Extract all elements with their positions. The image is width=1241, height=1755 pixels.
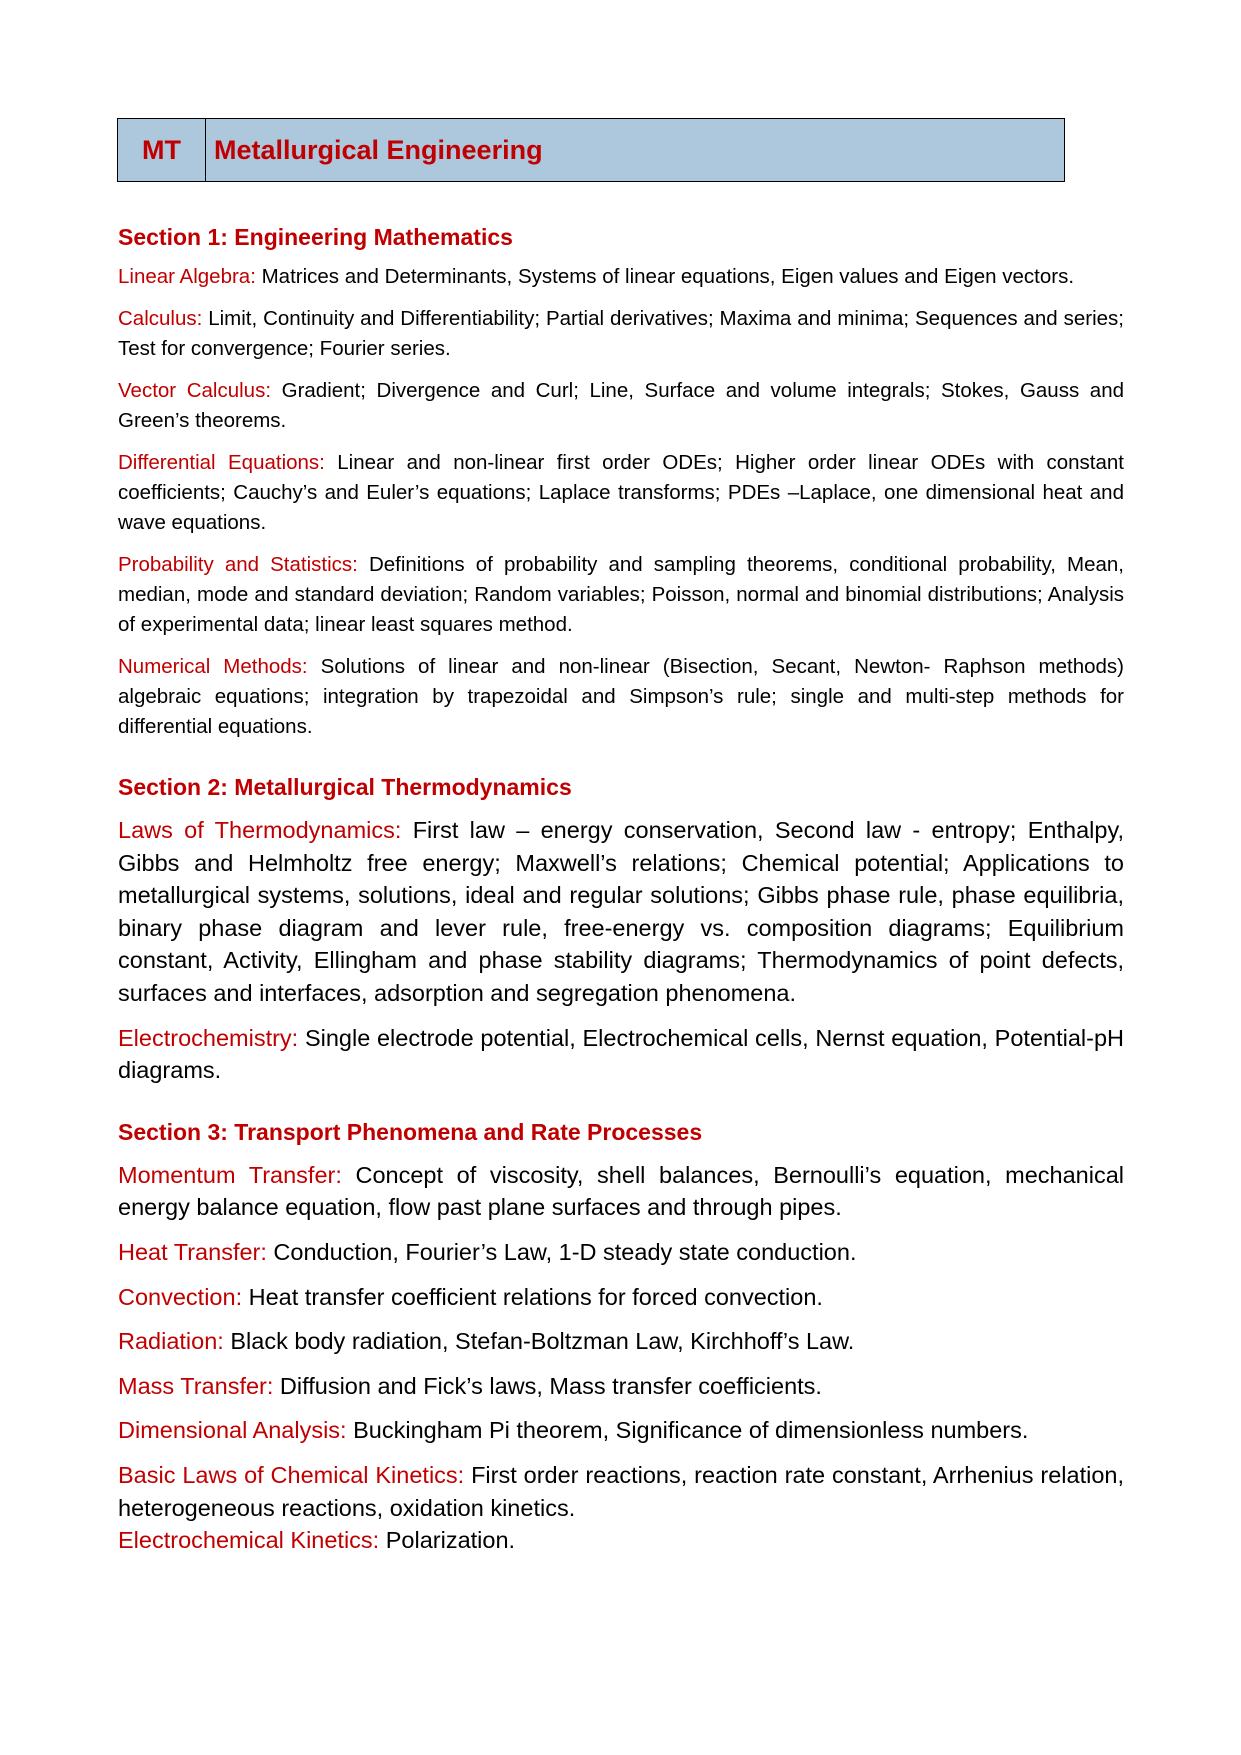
topic-text: Black body radiation, Stefan-Boltzman Law, Kirchhoff’s Law.	[223, 1328, 855, 1355]
topic-probability-statistics	[118, 550, 1124, 640]
topic-text: Polarization.	[379, 1527, 516, 1554]
subject-title: Metallurgical Engineering	[214, 134, 543, 165]
section-metallurgical-thermodynamics	[118, 772, 1124, 1087]
topic-text: Conduction, Fourier’s Law, 1-D steady state conduction.	[266, 1238, 857, 1265]
topic-text: First order reactions, reaction rate constant, Arrhenius relation, heterogeneous reactions, oxidation kinetics.	[118, 1461, 1124, 1521]
topic-text: First law – energy conservation, Second law - entropy; Enthalpy, Gibbs and Helmholtz free energy; Maxwell’s relations; Chemical potential; Applications to metallurgical systems, solutions, ideal and regular solutions; Gibbs phase rule, phase equilibria, binary phase diagram and lever rule, free-energy vs. composition diagrams; Equilibrium constant, Activity, Ellingham and phase stability diagrams; Thermodynamics of point defects, surfaces and interfaces, adsorption and segregation phenomena.	[118, 817, 1124, 1006]
subject-code: MT	[118, 119, 206, 181]
topic-label: Basic Laws of Chemical Kinetics:	[118, 1461, 465, 1488]
syllabus-content	[118, 222, 1124, 1557]
topic-label: Heat Transfer:	[118, 1238, 267, 1265]
topic-chemical-kinetics	[118, 1459, 1124, 1524]
topic-label: Mass Transfer:	[118, 1372, 274, 1399]
topic-electrochemistry	[118, 1022, 1124, 1087]
topic-text: Diffusion and Fick’s laws, Mass transfer coefficients.	[273, 1372, 822, 1399]
topic-vector-calculus	[118, 376, 1124, 436]
topic-label: Convection:	[118, 1283, 243, 1310]
topic-text: Solutions of linear and non-linear (Bisection, Secant, Newton- Raphson methods) algebraic equations; integration by trapezoidal and Simpson’s rule; single and multi-step methods for differential equations.	[118, 655, 1125, 738]
section-engineering-mathematics	[118, 222, 1124, 742]
topic-label: Laws of Thermodynamics:	[118, 817, 402, 843]
topic-dimensional-analysis	[118, 1414, 1124, 1447]
section-title: Section 2: Metallurgical Thermodynamics	[118, 774, 572, 800]
topic-label: Probability and Statistics:	[118, 553, 358, 576]
topic-text: Heat transfer coefficient relations for forced convection.	[242, 1283, 823, 1310]
syllabus-header	[117, 118, 1065, 182]
topic-text: Concept of viscosity, shell balances, Bernoulli’s equation, mechanical energy balance equation, flow past plane surfaces and through pipes.	[118, 1161, 1124, 1221]
topic-label: Radiation:	[118, 1328, 224, 1355]
topic-electrochemical-kinetics	[118, 1524, 1124, 1557]
topic-label: Dimensional Analysis:	[118, 1417, 347, 1444]
topic-convection	[118, 1281, 1124, 1314]
topic-laws-of-thermodynamics	[118, 814, 1124, 1010]
topic-text: Limit, Continuity and Differentiability; Partial derivatives; Maxima and minima; Sequences and series; Test for convergence; Fourier series.	[118, 307, 1124, 360]
topic-mass-transfer	[118, 1370, 1124, 1403]
topic-linear-algebra	[118, 262, 1124, 292]
topic-label: Momentum Transfer:	[118, 1161, 342, 1188]
topic-text: Single electrode potential, Electrochemical cells, Nernst equation, Potential-pH diagrams.	[118, 1024, 1124, 1084]
topic-text: Buckingham Pi theorem, Significance of dimensionless numbers.	[346, 1417, 1029, 1444]
topic-label: Electrochemistry:	[118, 1024, 299, 1051]
topic-label: Electrochemical Kinetics:	[118, 1527, 380, 1554]
topic-differential-equations	[118, 448, 1124, 538]
topic-label: Numerical Methods:	[118, 655, 308, 678]
topic-numerical-methods	[118, 652, 1124, 742]
section-title: Section 3: Transport Phenomena and Rate Processes	[118, 1118, 703, 1145]
section-title: Section 1: Engineering Mathematics	[118, 224, 513, 250]
topic-text: Definitions of probability and sampling theorems, conditional probability, Mean, median, mode and standard deviation; Random variables; Poisson, normal and binomial distributions; Analysis of experimental data; linear least squares method.	[118, 553, 1124, 636]
topic-heat-transfer	[118, 1236, 1124, 1269]
topic-text: Linear and non-linear first order ODEs; Higher order linear ODEs with constant coefficients; Cauchy’s and Euler’s equations; Laplace transforms; PDEs –Laplace, one dimensional heat and wave equations.	[118, 451, 1124, 534]
topic-label: Vector Calculus:	[118, 379, 272, 402]
topic-label: Linear Algebra:	[118, 265, 256, 288]
topic-radiation	[118, 1325, 1124, 1358]
topic-text: Gradient; Divergence and Curl; Line, Surface and volume integrals; Stokes, Gauss and Green’s theorems.	[118, 379, 1124, 432]
topic-calculus	[118, 304, 1124, 364]
section-transport-phenomena	[118, 1117, 1124, 1557]
topic-label: Differential Equations:	[118, 451, 325, 474]
topic-momentum-transfer	[118, 1159, 1124, 1224]
topic-text: Matrices and Determinants, Systems of linear equations, Eigen values and Eigen vectors.	[255, 265, 1075, 288]
topic-label: Calculus:	[118, 307, 203, 330]
